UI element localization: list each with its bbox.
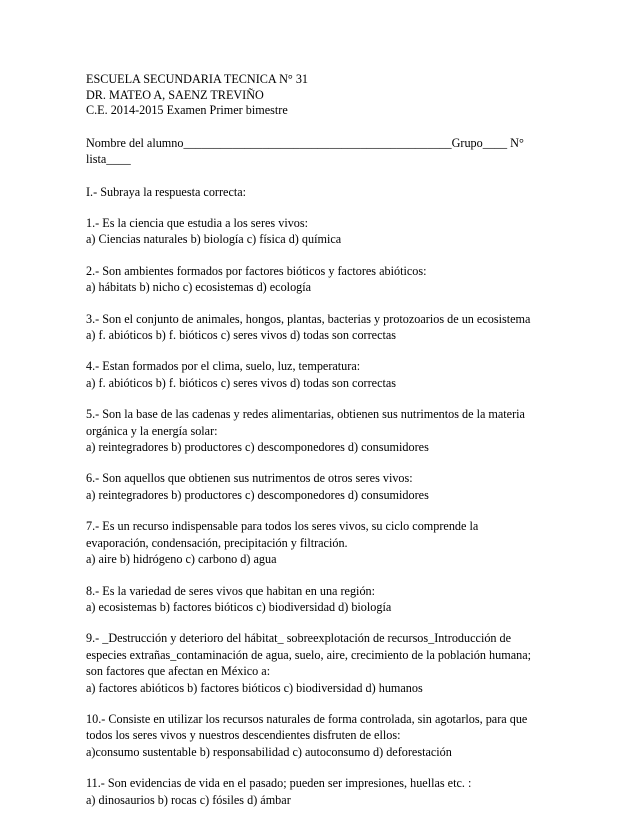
question-text: 10.- Consiste en utilizar los recursos naturales de forma controlada, sin agotarlos, para que <box>86 711 528 726</box>
question-text: especies extrañas_contaminación de agua, suelo, aire, crecimiento de la población humana; <box>86 647 531 662</box>
question-item <box>86 311 556 344</box>
question-list <box>86 215 556 808</box>
student-list-number-line: lista____ <box>86 152 131 167</box>
answer-options: a) f. abióticos b) f. bióticos c) seres vivos d) todas son correctas <box>86 328 397 343</box>
answer-options: a) reintegradores b) productores c) descomponedores d) consumidores <box>86 440 429 455</box>
question-text: todos los seres vivos y nuestros descendientes disfruten de ellos: <box>86 728 401 743</box>
exam-header <box>86 72 556 119</box>
question-text: 1.- Es la ciencia que estudia a los seres vivos: <box>86 216 309 230</box>
question-item <box>86 630 556 696</box>
student-name-group-line: Nombre del alumno____________________________________________Grupo____ N° <box>86 135 524 150</box>
question-text: 6.- Son aquellos que obtienen sus nutrimentos de otros seres vivos: <box>86 471 413 486</box>
question-item <box>86 358 556 391</box>
question-item <box>86 215 556 248</box>
exam-page <box>86 72 556 808</box>
answer-options: a) dinosaurios b) rocas c) fósiles d) ámbar <box>86 792 291 807</box>
answer-options: a)consumo sustentable b) responsabilidad c) autoconsumo d) deforestación <box>86 744 452 759</box>
answer-options: a) f. abióticos b) f. bióticos c) seres vivos d) todas son correctas <box>86 375 397 390</box>
instruction <box>86 184 556 200</box>
question-text: 5.- Son la base de las cadenas y redes alimentarias, obtienen sus nutrimentos de la materia <box>86 407 525 422</box>
question-item <box>86 406 556 455</box>
question-text: orgánica y la energía solar: <box>86 423 218 438</box>
question-item <box>86 263 556 296</box>
question-item <box>86 711 556 760</box>
question-item <box>86 583 556 616</box>
answer-options: a) hábitats b) nicho c) ecosistemas d) ecología <box>86 280 312 295</box>
question-text: 2.- Son ambientes formados por factores bióticos y factores abióticos: <box>86 263 427 278</box>
answer-options: a) reintegradores b) productores c) descomponedores d) consumidores <box>86 487 429 502</box>
answer-options: a) ecosistemas b) factores bióticos c) biodiversidad d) biología <box>86 599 392 614</box>
answer-options: a) Ciencias naturales b) biología c) física d) química <box>86 232 342 247</box>
answer-options: a) factores abióticos b) factores bióticos c) biodiversidad d) humanos <box>86 680 423 695</box>
question-text: son factores que afectan en México a: <box>86 664 271 679</box>
question-text: 8.- Es la variedad de seres vivos que habitan en una región: <box>86 583 376 598</box>
question-text: evaporación, condensación, precipitación y filtración. <box>86 535 348 550</box>
question-text: 7.- Es un recurso indispensable para todos los seres vivos, su ciclo comprende la <box>86 519 479 534</box>
school-name: ESCUELA SECUNDARIA TECNICA N° 31 <box>86 72 309 86</box>
question-text: 9.- _Destrucción y deterioro del hábitat_ sobreexplotación de recursos_Introducción de <box>86 631 512 646</box>
exam-title: C.E. 2014-2015 Examen Primer bimestre <box>86 103 288 118</box>
answer-options: a) aire b) hidrógeno c) carbono d) agua <box>86 552 277 567</box>
instruction-text: I.- Subraya la respuesta correcta: <box>86 184 247 199</box>
question-item <box>86 518 556 567</box>
school-director: DR. MATEO A, SAENZ TREVIÑO <box>86 87 264 102</box>
question-item <box>86 775 556 808</box>
question-item <box>86 470 556 503</box>
student-info-line <box>86 135 556 168</box>
question-text: 4.- Estan formados por el clima, suelo, luz, temperatura: <box>86 359 361 374</box>
question-text: 11.- Son evidencias de vida en el pasado; pueden ser impresiones, huellas etc. : <box>86 776 472 791</box>
question-text: 3.- Son el conjunto de animales, hongos, plantas, bacterias y protozoarios de un ecosistema <box>86 311 531 326</box>
